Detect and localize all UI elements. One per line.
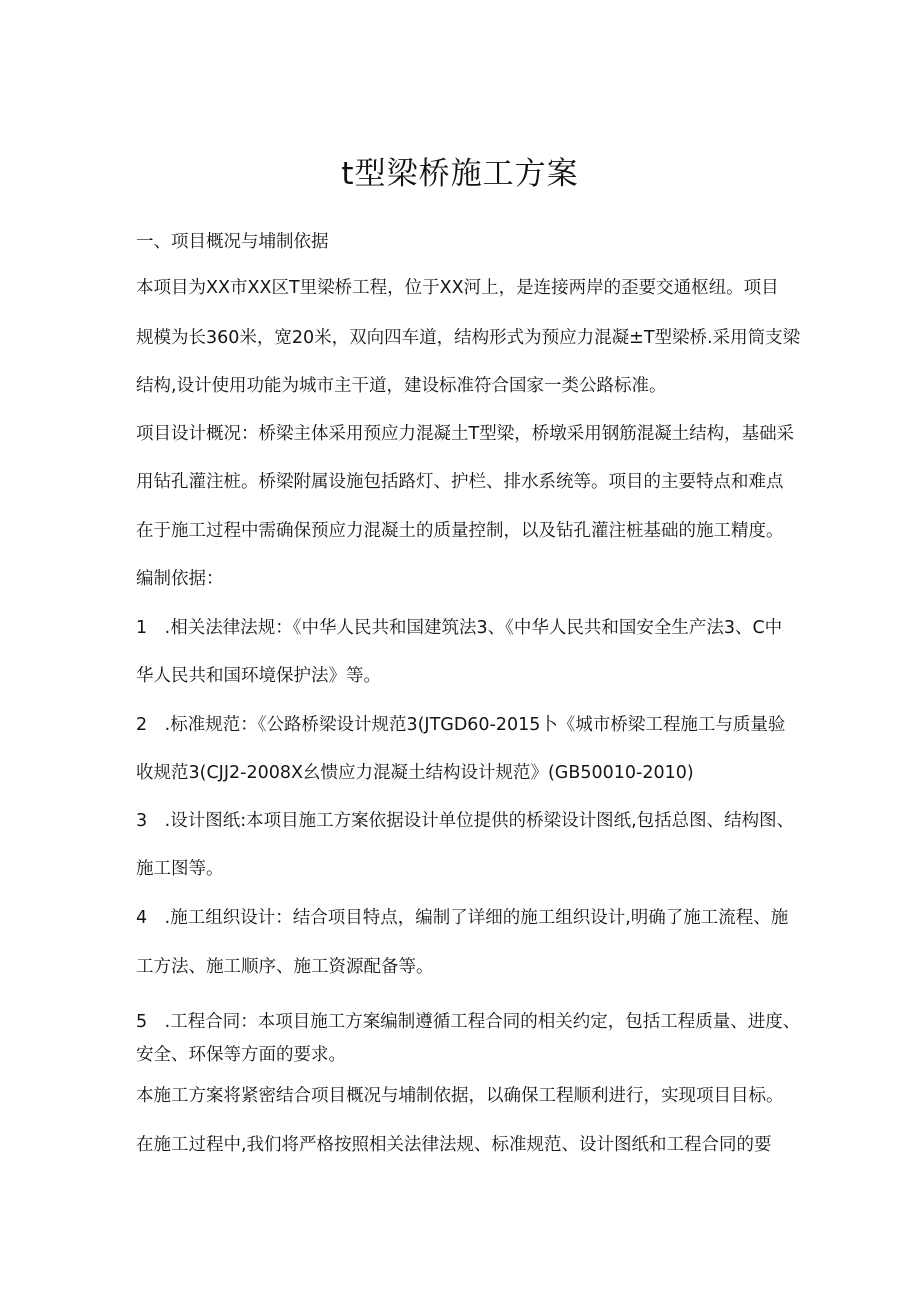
list-item-line: 5 .工程合同：本项目施工方案编制遵循工程合同的相关约定，包括工程质量、进度、 [136,1012,801,1032]
paragraph-line: 本施工方案将紧密结合项目概况与埔制依据，以确保工程顺利进行，实现项目目标。 [136,1086,784,1106]
paragraph-line: 项目设计概况：桥梁主体采用预应力混凝土T型梁，桥墩采用钢筋混凝土结构，基础采 [136,424,795,444]
paragraph-line: 结构,设计使用功能为城市主干道，建设标准符合国家一类公路标准。 [136,376,667,396]
paragraph-line: 本项目为XX市XX区T里梁桥工程，位于XX河上，是连接两岸的歪要交通枢纽。项目 [136,278,779,298]
list-item-line: 安全、环保等方面的要求。 [136,1045,346,1065]
paragraph-line: 规模为长360米，宽20米，双向四车道，结构形式为预应力混凝±T型梁桥.采用筒支梁 [136,328,801,348]
paragraph-line: 在施工过程中,我们将严格按照相关法律法规、标准规范、设计图纸和工程合同的要 [136,1135,772,1155]
section-heading: 一、项目概况与埔制依据 [136,232,329,252]
paragraph-line: 编制依据： [136,569,224,589]
list-item-line: 华人民共和国环境保护法》等。 [136,666,381,686]
list-item-line: 施工图等。 [136,859,224,879]
list-item-line: 收规范3(CJJ2-2008X幺愦应力混凝土结构设计规范》(GB50010-2010) [136,763,694,783]
paragraph-line: 用钻孔灌注桩。桥梁附属设施包括路灯、护栏、排水系统等。项目的主要特点和难点 [136,472,784,492]
paragraph-line: 在于施工过程中需确保预应力混凝土的质量控制，以及钻孔灌注桩基础的施工精度。 [136,521,784,541]
list-item-line: 1 .相关法律法规：《中华人民共和国建筑法3、《中华人民共和国安全生产法3、C中 [136,618,783,638]
list-item-line: 工方法、施工顺序、施工资源配备等。 [136,957,434,977]
document-title: t型梁桥施工方案 [341,156,579,192]
list-item-line: 2 .标准规范：《公路桥梁设计规范3(JTGD60-2015卜《城市桥梁工程施工与质量验 [136,715,786,735]
list-item-line: 4 .施工组织设计：结合项目特点，编制了详细的施工组织设计,明确了施工流程、施 [136,908,789,928]
list-item-line: 3 .设计图纸:本项目施工方案依据设计单位提供的桥梁设计图纸,包括总图、结构图、 [136,811,795,831]
